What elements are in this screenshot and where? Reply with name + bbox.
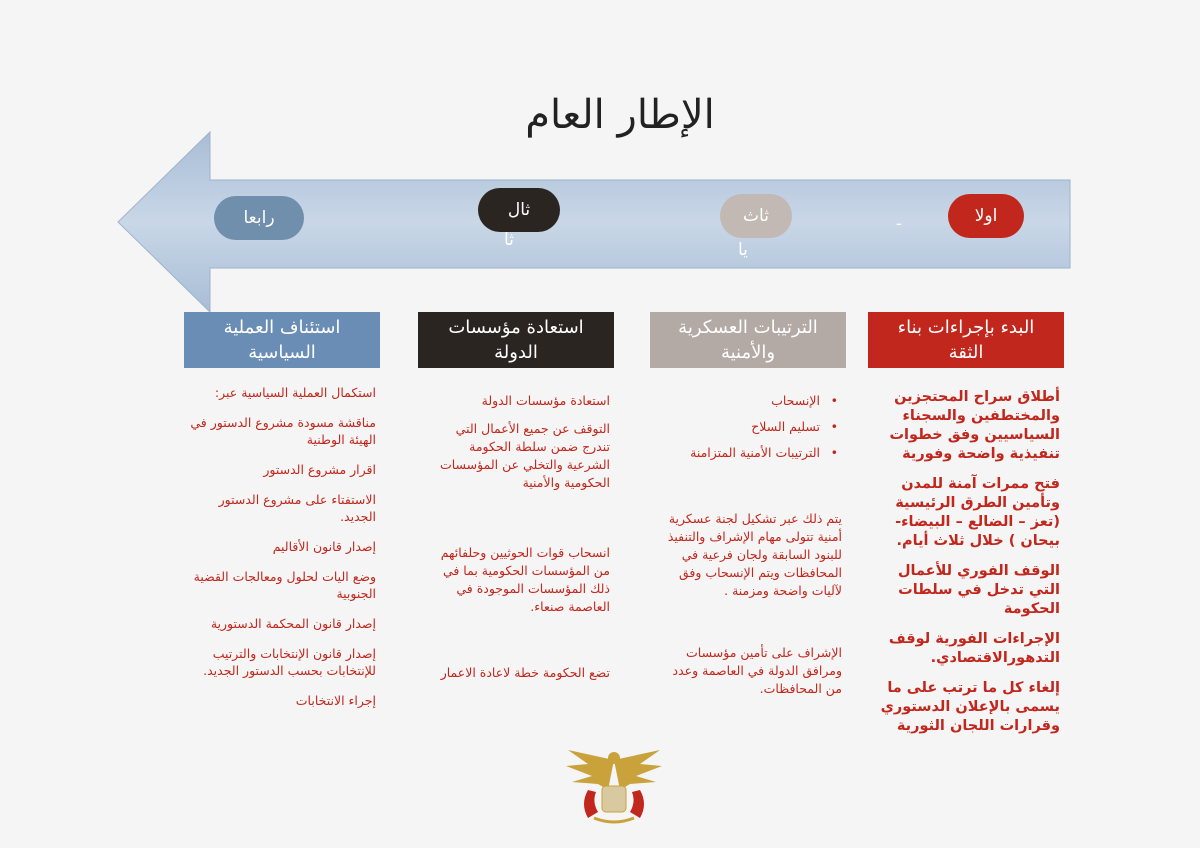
list-item: انسحاب قوات الحوثيين وحلفائهم من المؤسسات الحكومية بما في ذلك المؤسسات الموجودة في العاصمة صنعاء. — [440, 545, 610, 614]
list-item: أطلاق سراح المحتجزين والمختطفين والسجناء السياسيين وفق خطوات تنفيذية واضحة وفورية — [889, 389, 1060, 462]
list-item: الاستفتاء على مشروع الدستور الجديد. — [218, 492, 376, 524]
list-item: اقرار مشروع الدستور — [263, 462, 376, 477]
column-state-institutions — [426, 392, 610, 682]
bullet-item: • تسليم السلاح — [658, 418, 820, 436]
step-third: ثال — [478, 188, 560, 232]
column-confidence-building — [876, 388, 1060, 747]
list-item: الإجراءات الفورية لوقف التدهورالاقتصادي. — [888, 631, 1060, 666]
paragraph: يتم ذلك عبر تشكيل لجنة عسكرية أمنية تتولى مهام الإشراف والتنفيذ للبنود السابقة ولجان فرعية في المحافظات ويتم الإنسحاب وفق لآليات واضحة ومزمنة . — [667, 511, 842, 598]
column-political-process — [190, 384, 376, 722]
list-item: استكمال العملية السياسية عبر: — [214, 385, 376, 400]
list-item: إصدار قانون الأقاليم — [272, 539, 376, 554]
page-title: الإطار العام — [525, 92, 715, 138]
list-item: تضع الحكومة خطة لاعادة الاعمار — [440, 665, 610, 680]
bullet-list — [658, 392, 842, 462]
eagle-emblem-icon — [558, 746, 670, 828]
list-item: إصدار قانون المحكمة الدستورية — [210, 616, 376, 631]
paragraph: الإشراف على تأمين مؤسسات ومرافق الدولة في العاصمة وعدد من المحافظات. — [672, 645, 842, 696]
header-state-institutions: استعادة مؤسسات الدولة — [418, 312, 614, 368]
list-item: إلغاء كل ما ترتب على ما يسمى بالإعلان الدستوري وقرارات اللجان الثورية — [880, 680, 1060, 734]
step-dash: - — [896, 214, 902, 233]
header-confidence-building: البدء بإجراءات بناء الثقة — [868, 312, 1064, 368]
step-third-sub: ثا — [504, 230, 514, 250]
step-second-sub: يا — [738, 240, 748, 260]
list-item: وضع اليات لحلول ومعالجات القضية الجنوبية — [193, 569, 376, 601]
list-item: مناقشة مسودة مشروع الدستور في الهيئة الوطنية — [190, 415, 376, 447]
list-item: التوقف عن جميع الأعمال التي تندرج ضمن سلطة الحكومة الشرعية والتخلي عن المؤسسات الحكومية والأمنية — [439, 421, 610, 490]
header-military-security: الترتيبات العسكرية والأمنية — [650, 312, 846, 368]
header-political-process: استئناف العملية السياسية — [184, 312, 380, 368]
step-fourth: رابعا — [214, 196, 304, 240]
column-military-security — [658, 392, 842, 698]
list-item: إصدار قانون الإنتخابات والترتيب للإنتخابات بحسب الدستور الجديد. — [203, 646, 376, 678]
list-item: إجراء الانتخابات — [295, 693, 376, 708]
list-item: الوقف الفوري للأعمال التي تدخل في سلطات الحكومة — [897, 563, 1060, 617]
bullet-item: • الإنسحاب — [658, 392, 820, 410]
step-second: ثاث — [720, 194, 792, 238]
list-item: فتح ممرات آمنة للمدن وتأمين الطرق الرئيسية (تعز – الضالع – البيضاء- بيحان ) خلال ثلاث أيام. — [895, 476, 1060, 549]
step-first: اولا — [948, 194, 1024, 238]
bullet-item: • الترتيبات الأمنية المتزامنة — [658, 444, 820, 462]
list-item: استعادة مؤسسات الدولة — [481, 393, 610, 408]
